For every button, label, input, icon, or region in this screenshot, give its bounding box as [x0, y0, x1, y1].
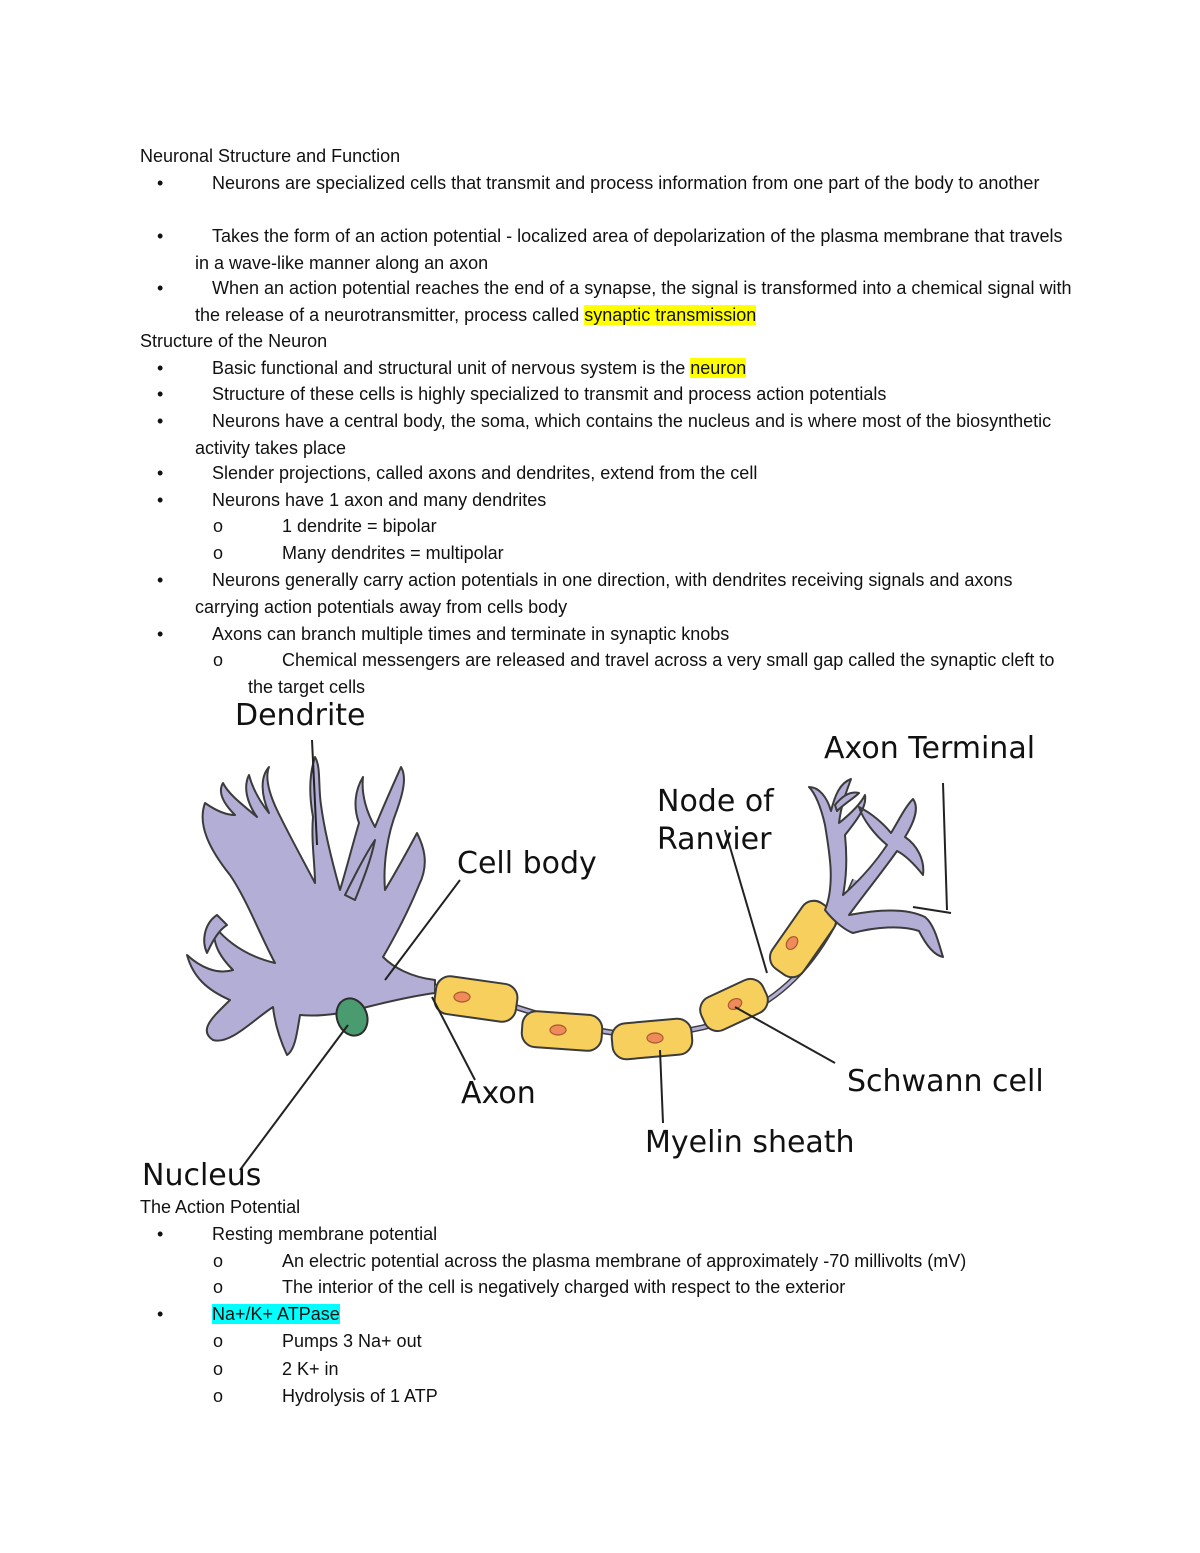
- label-node-of-ranvier-2: Ranvier: [657, 822, 772, 857]
- item-text: Hydrolysis of 1 ATP: [282, 1386, 438, 1406]
- item-text: Chemical messengers are released and travel across a very small gap called the synaptic cleft to the target cells: [248, 650, 1055, 697]
- list-item: [248, 1383, 1078, 1410]
- label-axon-terminal: Axon Terminal: [824, 731, 1036, 766]
- bullet-circle: o: [213, 1359, 224, 1379]
- bullet-dot: •: [157, 384, 164, 404]
- bullet-dot: •: [157, 570, 164, 590]
- item-text: Pumps 3 Na+ out: [282, 1331, 422, 1351]
- label-schwann-cell: Schwann cell: [847, 1064, 1044, 1099]
- bullet-dot: •: [157, 1224, 164, 1244]
- label-myelin-sheath: Myelin sheath: [645, 1125, 855, 1160]
- bullet-circle: o: [213, 650, 224, 670]
- bullet-circle: o: [213, 516, 224, 536]
- item-text: When an action potential reaches the end of a synapse, the signal is transformed into a chemical signal with the release of a neurotransmitter, process called: [195, 278, 1072, 325]
- bullet-dot: •: [157, 358, 164, 378]
- item-text: Neurons are specialized cells that transmit and process information from one part of the body to another: [212, 173, 1040, 193]
- list-item: [248, 540, 1078, 567]
- highlight-synaptic-transmission: synaptic transmission: [584, 304, 757, 325]
- item-text: Many dendrites = multipolar: [282, 543, 504, 563]
- list-item: [248, 513, 1078, 540]
- item-text: Neurons have a central body, the soma, which contains the nucleus and is where most of the biosynthetic activity takes place: [195, 411, 1052, 458]
- bullet-circle: o: [213, 1251, 224, 1271]
- bullet-dot: •: [157, 411, 164, 431]
- bullet-circle: o: [213, 1277, 224, 1297]
- neuron-cell-body: [187, 757, 435, 1055]
- bullet-circle: o: [213, 1386, 224, 1406]
- label-dendrite: Dendrite: [235, 698, 366, 733]
- list-item: [195, 408, 1075, 461]
- list-item: [248, 647, 1078, 700]
- list-item: [195, 275, 1075, 328]
- item-text: Structure of these cells is highly specialized to transmit and process action potentials: [212, 384, 887, 404]
- bullet-dot: •: [157, 624, 164, 644]
- item-text: Slender projections, called axons and dendrites, extend from the cell: [212, 463, 758, 483]
- bullet-dot: •: [157, 226, 164, 246]
- bullet-dot: •: [157, 463, 164, 483]
- list-item: [195, 567, 1075, 620]
- bullet-dot: •: [157, 1304, 164, 1324]
- list-item: [195, 223, 1075, 276]
- item-text: 2 K+ in: [282, 1359, 339, 1379]
- list-item: [248, 1248, 1078, 1275]
- bullet-circle: o: [213, 1331, 224, 1351]
- list-item: [248, 1356, 1078, 1383]
- section-heading: Structure of the Neuron: [140, 331, 328, 351]
- bullet-circle: o: [213, 543, 224, 563]
- label-axon: Axon: [461, 1076, 536, 1111]
- item-text: Axons can branch multiple times and terminate in synaptic knobs: [212, 624, 730, 644]
- list-item: [195, 170, 1075, 197]
- bullet-dot: •: [157, 490, 164, 510]
- list-item: [195, 381, 1075, 408]
- myelin-sheath: [433, 895, 842, 1060]
- item-text: Resting membrane potential: [212, 1224, 438, 1244]
- neuron-diagram: [135, 695, 1065, 1190]
- item-text: Neurons have 1 axon and many dendrites: [212, 490, 547, 510]
- list-item: [248, 1274, 1078, 1301]
- list-item: [195, 1221, 1075, 1248]
- item-text: Neurons generally carry action potentials in one direction, with dendrites receiving signals and axons carrying action potentials away from cells body: [195, 570, 1013, 617]
- list-item: [195, 1301, 1075, 1328]
- section-heading: The Action Potential: [140, 1197, 301, 1217]
- label-cell-body: Cell body: [457, 846, 597, 881]
- list-item: [248, 1328, 1078, 1355]
- list-item: [195, 487, 1075, 514]
- item-text: Takes the form of an action potential - localized area of depolarization of the plasma membrane that travels in a wave-like manner along an axon: [195, 226, 1063, 273]
- highlight-na-k-atpase: Na+/K+ ATPase: [212, 1304, 340, 1324]
- item-text: Basic functional and structural unit of nervous system is the: [212, 358, 691, 378]
- item-text: An electric potential across the plasma membrane of approximately -70 millivolts (mV): [282, 1251, 967, 1271]
- list-item: [195, 621, 1075, 648]
- highlight-neuron: neuron: [690, 358, 747, 378]
- label-nucleus: Nucleus: [142, 1158, 262, 1190]
- label-node-of-ranvier-1: Node of: [657, 784, 774, 819]
- list-item: [195, 460, 1075, 487]
- list-item: [195, 355, 1075, 382]
- section-heading: Neuronal Structure and Function: [140, 146, 401, 166]
- item-text: 1 dendrite = bipolar: [282, 516, 437, 536]
- item-text: The interior of the cell is negatively charged with respect to the exterior: [282, 1277, 846, 1297]
- bullet-dot: •: [157, 278, 164, 298]
- bullet-dot: •: [157, 173, 164, 193]
